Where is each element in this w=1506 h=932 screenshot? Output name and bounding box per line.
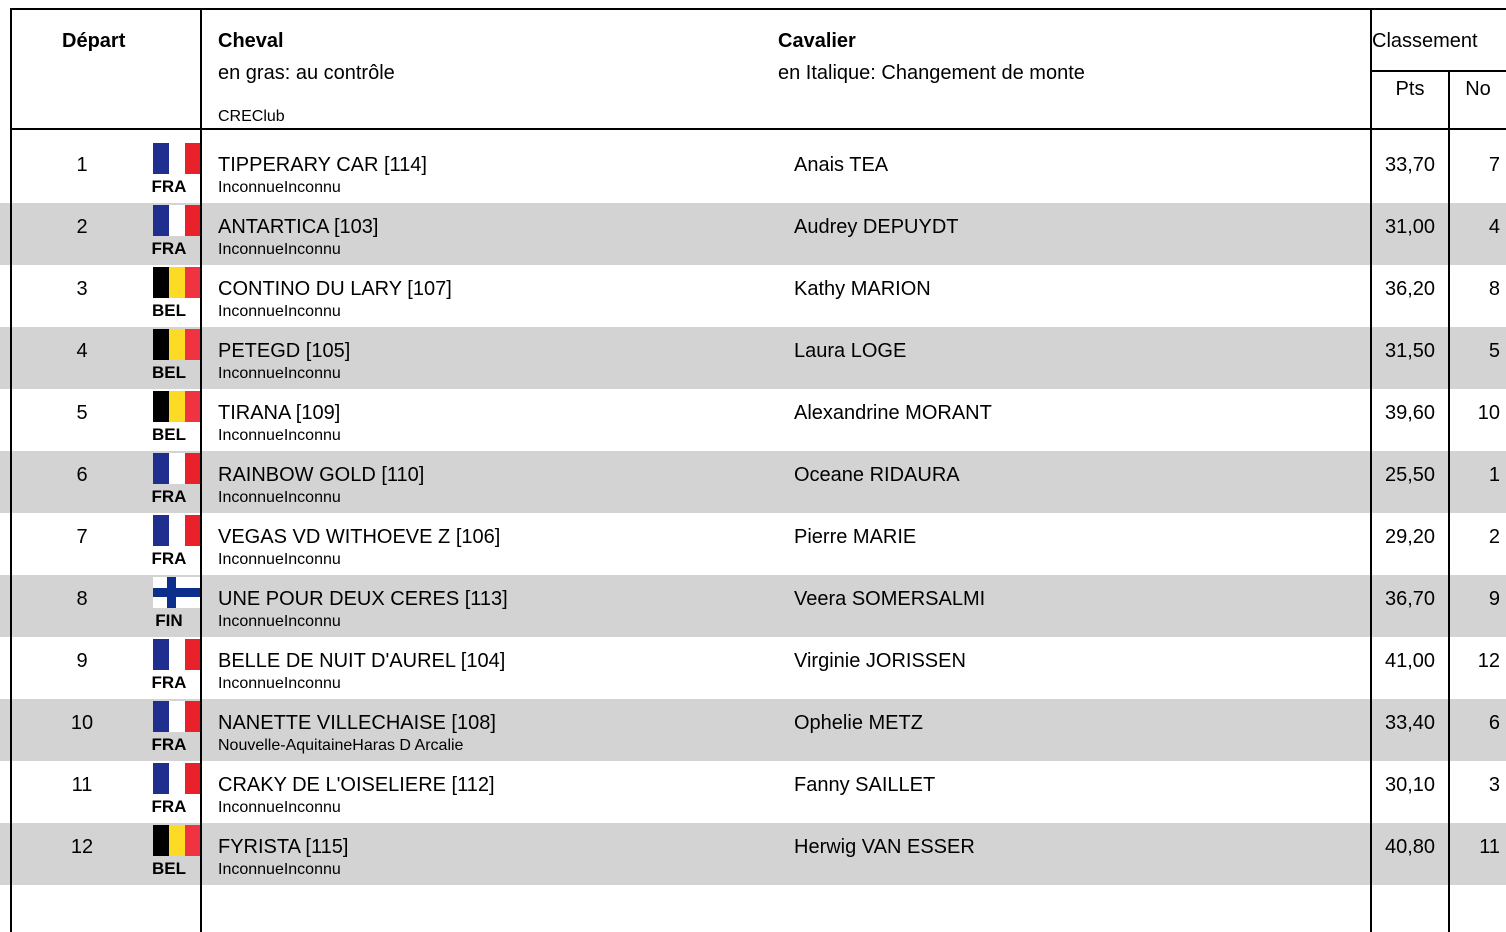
- column-divider-classement: [1370, 8, 1372, 932]
- nationality-code: FRA: [151, 797, 187, 816]
- horse-name: BELLE DE NUIT D'AUREL [104]: [218, 650, 506, 672]
- table-top-border: [10, 8, 1506, 10]
- flag-bel-icon: [153, 329, 201, 360]
- start-number: 6: [76, 464, 88, 486]
- nationality-code: BEL: [152, 301, 186, 320]
- table-row: [0, 141, 1506, 203]
- nationality-code: FRA: [151, 549, 187, 568]
- start-number: 2: [76, 216, 88, 238]
- nationality-code: FRA: [151, 239, 187, 258]
- cavalier-note: en Italique: Changement de monte: [778, 62, 1085, 84]
- header-bottom-border: [10, 128, 1506, 130]
- table-row: [0, 389, 1506, 451]
- flag-fra-icon: [153, 515, 201, 546]
- rank-number-label: 6: [1488, 712, 1500, 734]
- cheval-note: en gras: au contrôle: [218, 62, 395, 84]
- flag-fra-icon: [153, 143, 201, 174]
- table-row: [0, 203, 1506, 265]
- flag-bel-icon: [153, 267, 201, 298]
- rank-number-label: 7: [1488, 154, 1500, 176]
- rank-number-label: 1: [1488, 464, 1500, 486]
- rank-number-label: 4: [1488, 216, 1500, 238]
- points: 39,60: [1384, 402, 1436, 424]
- start-number: 11: [71, 774, 93, 796]
- flag-fra-icon: [153, 205, 201, 236]
- horse-name: CONTINO DU LARY [107]: [218, 278, 452, 300]
- start-number: 9: [76, 650, 88, 672]
- start-number: 12: [70, 836, 94, 858]
- cavalier-header: Cavalier: [778, 30, 856, 52]
- points: 33,70: [1384, 154, 1436, 176]
- horse-club: InconnueInconnu: [218, 489, 341, 506]
- rank-number: [1450, 402, 1506, 425]
- table-row: [0, 265, 1506, 327]
- rank-number: [1450, 526, 1506, 549]
- horse-name: NANETTE VILLECHAISE [108]: [218, 712, 496, 734]
- points: 40,80: [1384, 836, 1436, 858]
- table-row: [0, 699, 1506, 761]
- rank-number: [1450, 278, 1506, 301]
- horse-club: InconnueInconnu: [218, 427, 341, 444]
- horse-club: InconnueInconnu: [218, 303, 341, 320]
- nationality-code: FRA: [151, 177, 187, 196]
- horse-club: InconnueInconnu: [218, 551, 341, 568]
- points: 31,00: [1384, 216, 1436, 238]
- horse-club: InconnueInconnu: [218, 861, 341, 878]
- column-divider-cheval: [200, 8, 202, 932]
- rider-name: Virginie JORISSEN: [794, 650, 966, 672]
- nationality-code: FRA: [151, 673, 187, 692]
- start-number: 5: [76, 402, 88, 424]
- horse-name: CRAKY DE L'OISELIERE [112]: [218, 774, 495, 796]
- start-number: 8: [76, 588, 88, 610]
- flag-fra-icon: [153, 453, 201, 484]
- rider-name: Alexandrine MORANT: [794, 402, 992, 424]
- horse-club: InconnueInconnu: [218, 179, 341, 196]
- points: 36,70: [1384, 588, 1436, 610]
- rank-number-label: 2: [1488, 526, 1500, 548]
- rank-number: [1450, 588, 1506, 611]
- horse-name: ANTARTICA [103]: [218, 216, 379, 238]
- flag-bel-icon: [153, 825, 201, 856]
- nationality-code: FIN: [155, 611, 183, 630]
- table-row: [0, 761, 1506, 823]
- points: 30,10: [1384, 774, 1436, 796]
- classement-header: Classement: [1372, 30, 1478, 52]
- table-row: [0, 823, 1506, 885]
- rider-name: Oceane RIDAURA: [794, 464, 960, 486]
- horse-name: RAINBOW GOLD [110]: [218, 464, 425, 486]
- depart-header: Départ: [62, 30, 126, 52]
- classement-divider: [1370, 70, 1506, 72]
- table-row: [0, 327, 1506, 389]
- nationality-code: BEL: [152, 363, 186, 382]
- horse-club: InconnueInconnu: [218, 675, 341, 692]
- rank-number-label: 3: [1488, 774, 1500, 796]
- flag-fra-icon: [153, 763, 201, 794]
- points: 31,50: [1384, 340, 1436, 362]
- rank-number-label: 5: [1488, 340, 1500, 362]
- rank-number: [1450, 836, 1506, 859]
- pts-header: Pts: [1395, 78, 1425, 100]
- horse-club: InconnueInconnu: [218, 241, 341, 258]
- cheval-header: Cheval: [218, 30, 284, 52]
- points: 41,00: [1384, 650, 1436, 672]
- horse-name: TIPPERARY CAR [114]: [218, 154, 427, 176]
- table-row: [0, 513, 1506, 575]
- rank-number: [1450, 650, 1506, 673]
- column-divider-no: [1448, 70, 1450, 932]
- rider-name: Fanny SAILLET: [794, 774, 936, 796]
- horse-club: InconnueInconnu: [218, 613, 341, 630]
- club-header: CREClub: [218, 108, 285, 125]
- table-row: [0, 637, 1506, 699]
- rider-name: Ophelie METZ: [794, 712, 923, 734]
- rank-number: [1450, 464, 1506, 487]
- rider-name: Kathy MARION: [794, 278, 931, 300]
- rank-number: [1450, 774, 1506, 797]
- start-number: 1: [76, 154, 88, 176]
- start-number: 3: [76, 278, 88, 300]
- horse-name: FYRISTA [115]: [218, 836, 349, 858]
- rider-name: Veera SOMERSALMI: [794, 588, 986, 610]
- flag-fra-icon: [153, 701, 201, 732]
- rank-number: [1450, 340, 1506, 363]
- table-row: [0, 575, 1506, 637]
- rank-number: [1450, 712, 1506, 735]
- table-row: [0, 451, 1506, 513]
- horse-club: InconnueInconnu: [218, 365, 341, 382]
- horse-name: VEGAS VD WITHOEVE Z [106]: [218, 526, 501, 548]
- rider-name: Pierre MARIE: [794, 526, 917, 548]
- horse-name: PETEGD [105]: [218, 340, 351, 362]
- nationality-code: BEL: [152, 425, 186, 444]
- points: 25,50: [1384, 464, 1436, 486]
- rider-name: Audrey DEPUYDT: [794, 216, 959, 238]
- rider-name: Laura LOGE: [794, 340, 907, 362]
- horse-name: UNE POUR DEUX CERES [113]: [218, 588, 508, 610]
- nationality-code: FRA: [151, 735, 187, 754]
- rank-number-label: 10: [1477, 402, 1500, 424]
- points: 36,20: [1384, 278, 1436, 300]
- start-number: 10: [70, 712, 94, 734]
- start-number: 4: [76, 340, 88, 362]
- no-header: No: [1465, 78, 1491, 100]
- horse-club: InconnueInconnu: [218, 799, 341, 816]
- rider-name: Anais TEA: [794, 154, 889, 176]
- rider-name: Herwig VAN ESSER: [794, 836, 975, 858]
- flag-bel-icon: [153, 391, 201, 422]
- rank-number-label: 8: [1488, 278, 1500, 300]
- flag-fin-icon: [153, 577, 201, 608]
- nationality-code: BEL: [152, 859, 186, 878]
- table-left-border: [10, 8, 12, 932]
- points: 33,40: [1384, 712, 1436, 734]
- flag-fra-icon: [153, 639, 201, 670]
- start-number: 7: [76, 526, 88, 548]
- horse-club: Nouvelle-AquitaineHaras D Arcalie: [218, 737, 464, 754]
- nationality-code: FRA: [151, 487, 187, 506]
- rank-number: [1450, 154, 1506, 177]
- horse-name: TIRANA [109]: [218, 402, 341, 424]
- rank-number: [1450, 216, 1506, 239]
- rank-number-label: 11: [1479, 836, 1500, 858]
- rank-number-label: 12: [1477, 650, 1500, 672]
- rank-number-label: 9: [1488, 588, 1500, 610]
- points: 29,20: [1384, 526, 1436, 548]
